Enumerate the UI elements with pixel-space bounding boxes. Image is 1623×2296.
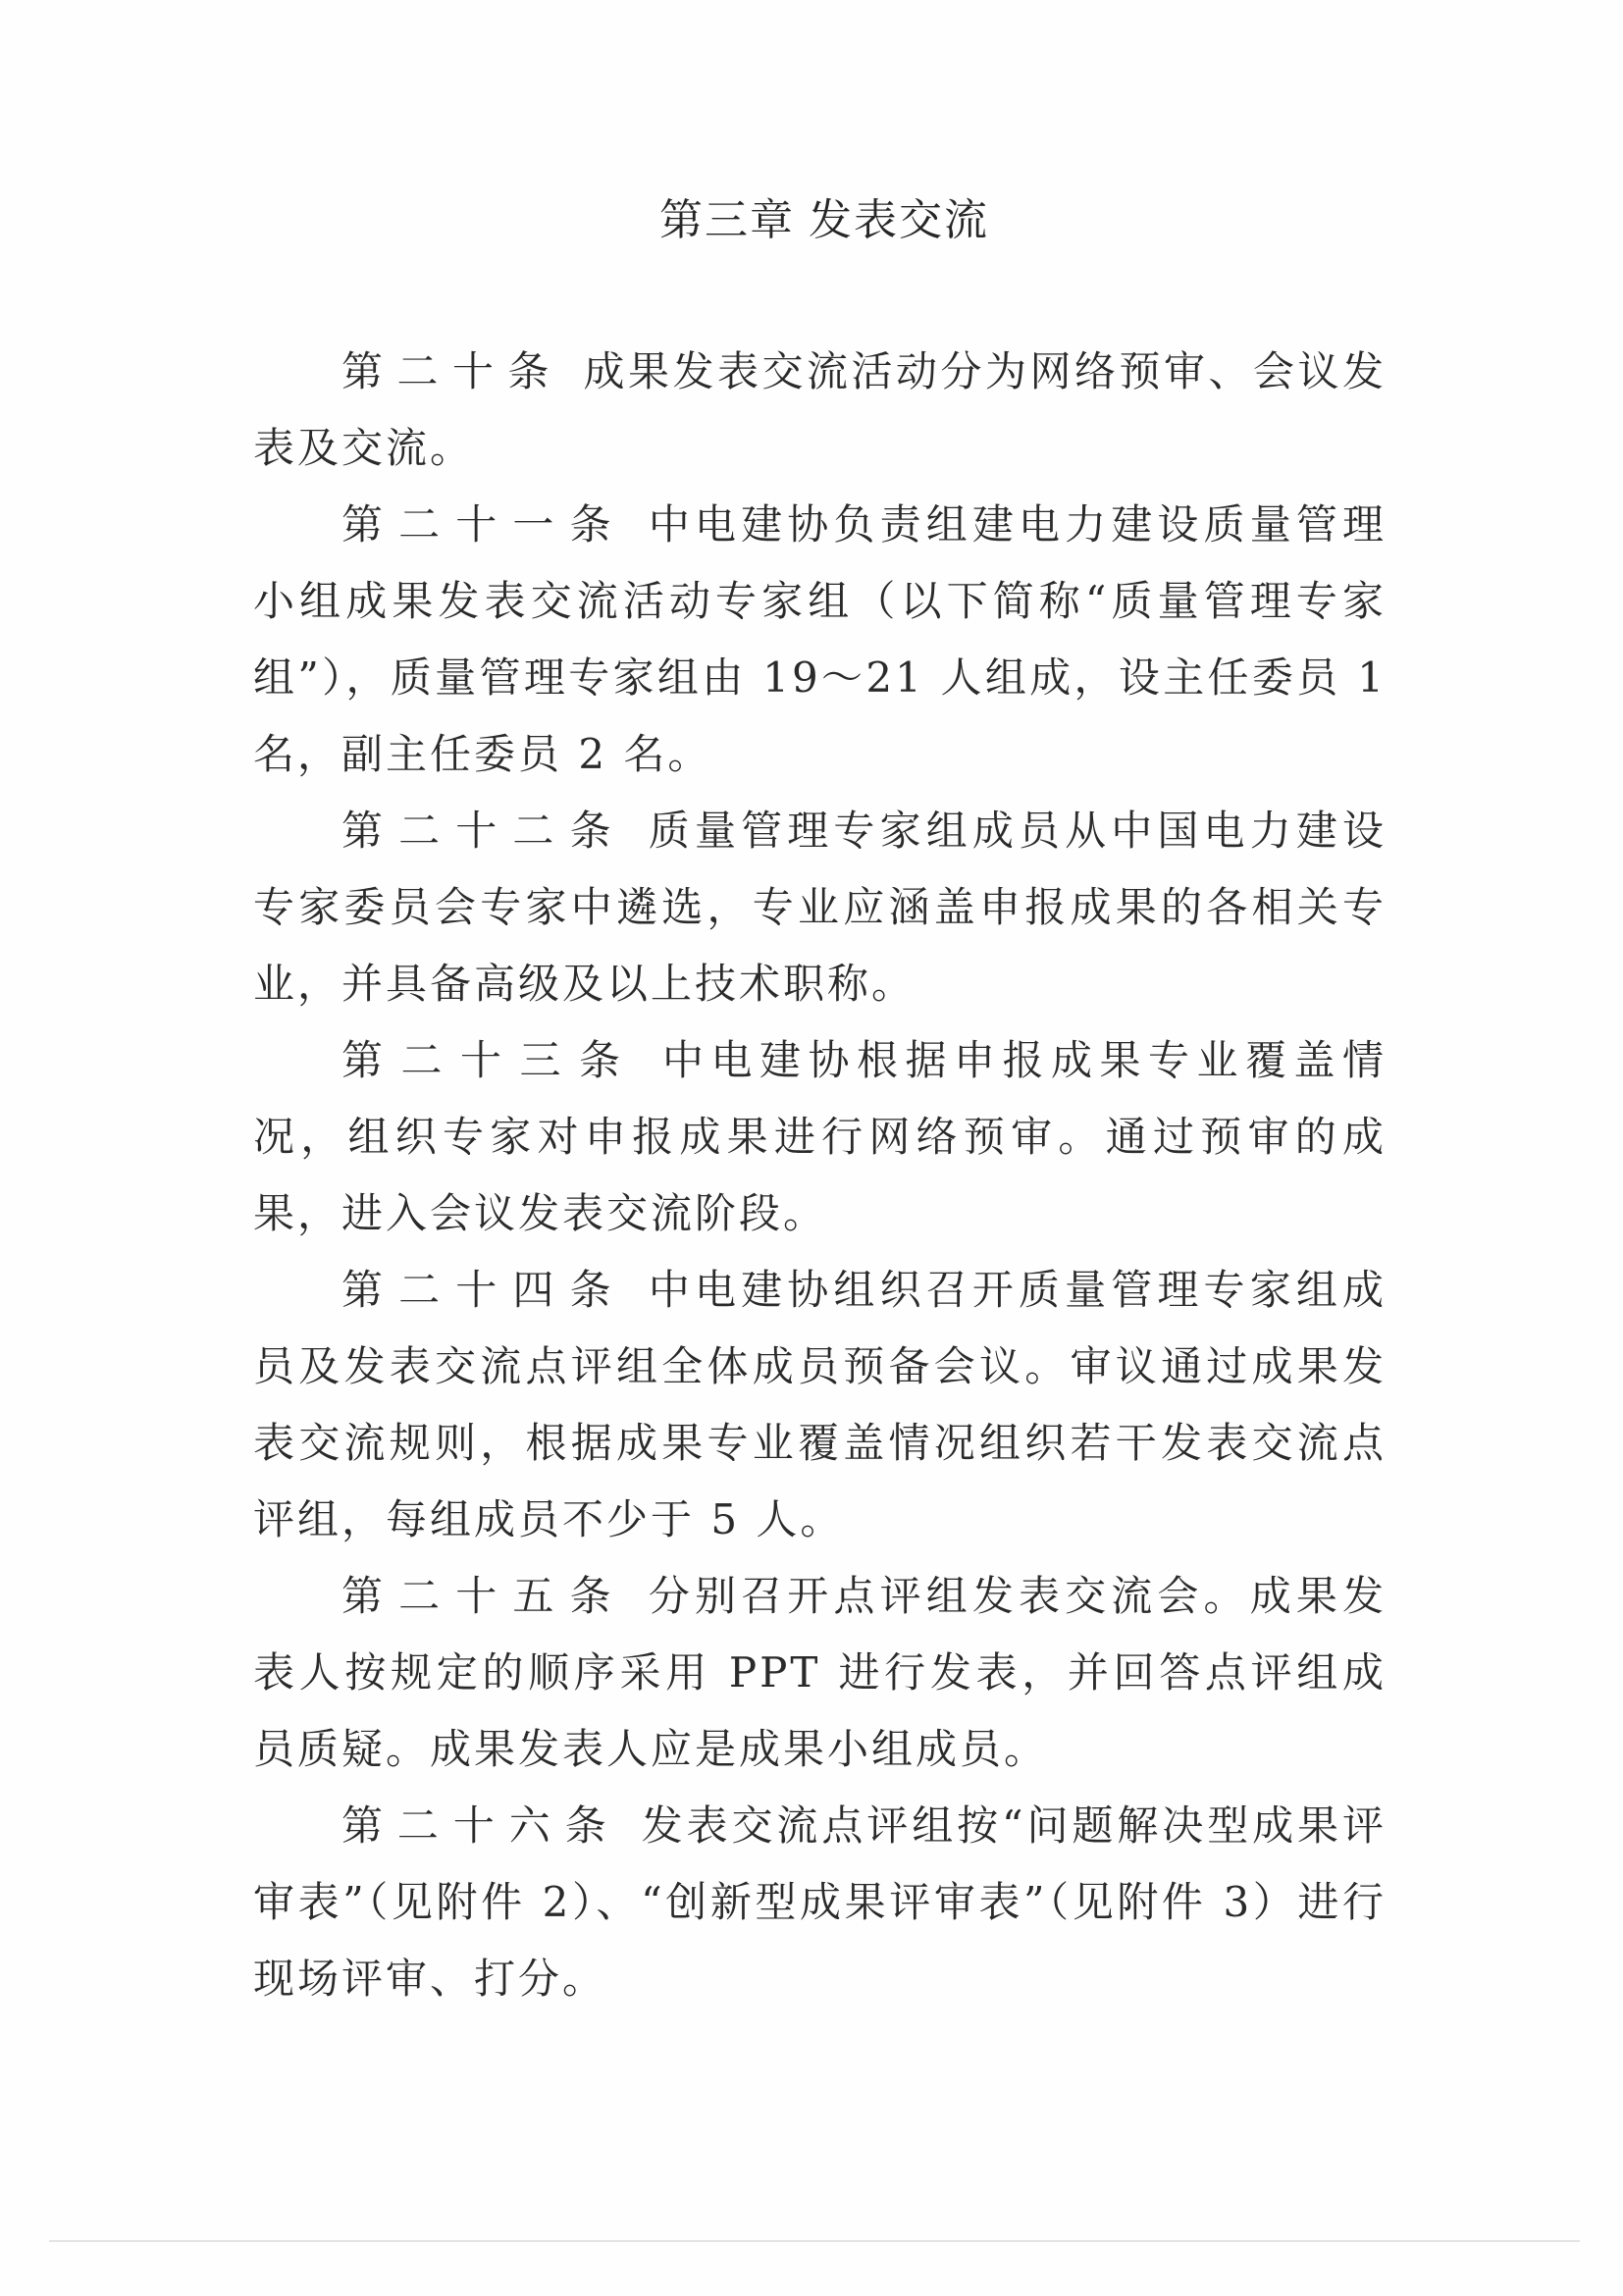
article-25 — [253, 1558, 1387, 1788]
article-text: 中电建协负责组建电力建设质量管理小组成果发表交流活动专家组（以下简称“质量管理专家组”），质量管理专家组由 19～21 人组成，设主任委员 1 名，副主任委员 2 名。 — [253, 500, 1387, 778]
article-number: 第二十六条 — [341, 1801, 621, 1850]
article-26 — [253, 1788, 1387, 2017]
article-number: 第二十条 — [341, 347, 563, 395]
article-text: 成果发表交流活动分为网络预审、会议发表及交流。 — [253, 347, 1387, 472]
chapter-title — [0, 184, 1623, 247]
article-number: 第二十一条 — [341, 500, 627, 548]
bottom-divider — [49, 2240, 1580, 2242]
article-text: 分别召开点评组发表交流会。成果发表人按规定的顺序采用 PPT 进行发表，并回答点评组成员质疑。成果发表人应是成果小组成员。 — [253, 1572, 1387, 1773]
chapter-heading: 发表交流 — [809, 195, 989, 245]
article-text: 发表交流点评组按“问题解决型成果评审表”（见附件 2）、“创新型成果评审表”（见附件 3）进行现场评审、打分。 — [253, 1801, 1387, 2003]
article-24 — [253, 1252, 1387, 1558]
chapter-label: 第三章 — [659, 195, 795, 245]
article-text: 中电建协根据申报成果专业覆盖情况，组织专家对申报成果进行网络预审。通过预审的成果，进入会议发表交流阶段。 — [253, 1036, 1387, 1237]
article-number: 第二十五条 — [341, 1572, 627, 1620]
article-text: 质量管理专家组成员从中国电力建设专家委员会专家中遴选，专业应涵盖申报成果的各相关专业，并具备高级及以上技术职称。 — [253, 807, 1387, 1008]
article-number: 第二十三条 — [341, 1036, 639, 1084]
article-21 — [253, 487, 1387, 793]
article-23 — [253, 1022, 1387, 1252]
article-text: 中电建协组织召开质量管理专家组成员及发表交流点评组全体成员预备会议。审议通过成果发表交流规则，根据成果专业覆盖情况组织若干发表交流点评组，每组成员不少于 5 人。 — [253, 1266, 1387, 1543]
article-20 — [253, 334, 1387, 487]
article-22 — [253, 793, 1387, 1022]
article-number: 第二十二条 — [341, 807, 627, 855]
article-number: 第二十四条 — [341, 1266, 627, 1314]
